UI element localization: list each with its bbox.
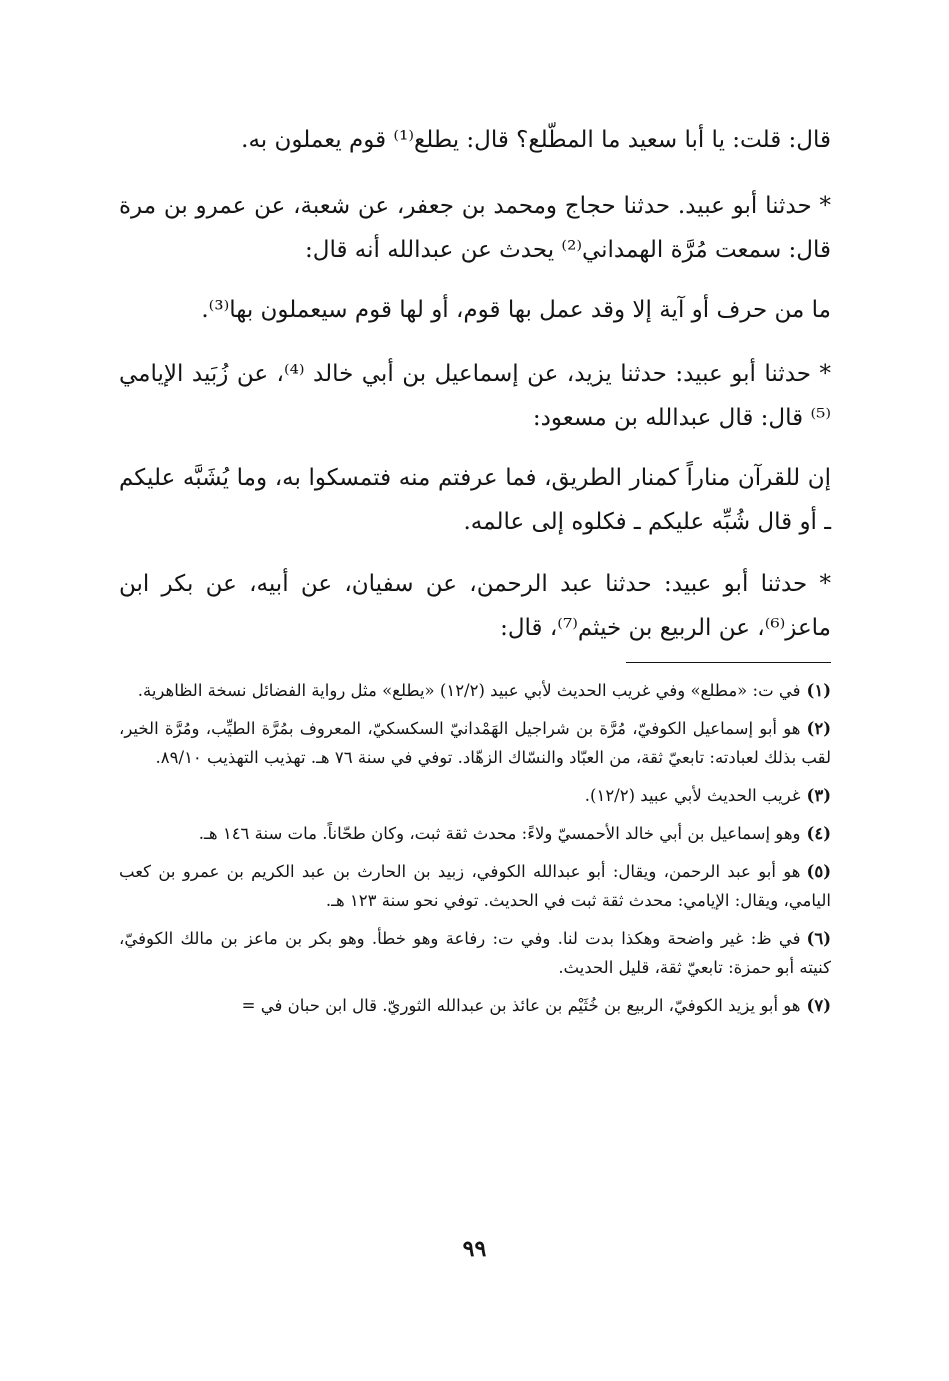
- footnote-text: في ت: «مطلع» وفي غريب الحديث لأبي عبيد (١٢/٢) «يطلع» مثل رواية الفضائل نسخة الظاهرية.: [137, 681, 801, 700]
- footnote-number: (٣): [806, 786, 831, 805]
- footnote-text: غريب الحديث لأبي عبيد (١٢/٢).: [584, 786, 801, 805]
- footnote-text: وهو إسماعيل بن أبي خالد الأحمسيّ ولاءً: محدث ثقة ثبت، وكان طحّاناً. مات سنة ١٤٦ هـ.: [198, 824, 801, 843]
- body-paragraph-6: * حدثنا أبو عبيد: حدثنا عبد الرحمن، عن سفيان، عن أبيه، عن بكر ابن ماعز⁽⁶⁾، عن الربيع بن خيثم⁽⁷⁾، قال:: [119, 571, 831, 641]
- body-paragraph-3: ما من حرف أو آية إلا وقد عمل بها قوم، أو لها قوم سيعملون بها⁽³⁾.: [201, 297, 831, 323]
- footnote-number: (٥): [806, 862, 831, 881]
- footnote-number: (٧): [806, 996, 831, 1015]
- footnote-7: [119, 991, 831, 1020]
- footnote-number: (٦): [806, 929, 831, 948]
- footnote-3: [119, 781, 831, 810]
- footnote-4: [119, 819, 831, 848]
- body-paragraph-5: إن للقرآن مناراً كمنار الطريق، فما عرفتم منه فتمسكوا به، وما يُشَبَّه عليكم ـ أو قال شُبِّه عليكم ـ فكلوه إلى عالمه.: [119, 465, 831, 535]
- footnote-6: [119, 924, 831, 982]
- footnote-divider: [626, 662, 831, 663]
- body-paragraph-2: * حدثنا أبو عبيد. حدثنا حجاج ومحمد بن جعفر، عن شعبة، عن عمرو بن مرة قال: سمعت مُرَّة الهمداني⁽²⁾ يحدث عن عبدالله أنه قال:: [119, 193, 831, 263]
- footnote-1: [119, 676, 831, 705]
- body-paragraph-4: * حدثنا أبو عبيد: حدثنا يزيد، عن إسماعيل بن أبي خالد ⁽⁴⁾، عن زُبَيد الإيامي ⁽⁵⁾ قال: قال عبدالله بن مسعود:: [119, 361, 831, 431]
- body-paragraph-1: قال: قلت: يا أبا سعيد ما المطّلع؟ قال: يطلع⁽¹⁾ قوم يعملون به.: [241, 127, 831, 153]
- footnote-5: [119, 857, 831, 915]
- footnote-2: [119, 714, 831, 772]
- footnote-text: هو أبو إسماعيل الكوفيّ، مُرَّة بن شراجيل الهَمْدانيّ السكسكيّ، المعروف بمُرَّة الطيِّب، ومُرَّة الخير، لقب بذلك لعبادته: تابعيّ ثقة، من العبّاد والنسّاك الزهّاد. توفي في سنة ٧٦ هـ. تهذيب التهذيب ٨٩/١٠.: [119, 719, 831, 767]
- footnote-text: في ظ: غير واضحة وهكذا بدت لنا. وفي ت: رفاعة وهو خطأ. وهو بكر بن ماعز بن مالك الكوفيّ، كنيته أبو حمزة: تابعيّ ثقة، قليل الحديث.: [119, 929, 831, 977]
- footnote-text: هو أبو عبد الرحمن، ويقال: أبو عبدالله الكوفي، زبيد بن الحارث بن عبد الكريم بن عمرو بن كعب اليامي، ويقال: الإيامي: محدث ثقة ثبت في الحديث. توفي نحو سنة ١٢٣ هـ.: [119, 862, 831, 910]
- footnote-number: (٤): [806, 824, 831, 843]
- page-number: ٩٩: [462, 1236, 487, 1262]
- footnote-number: (١): [806, 681, 831, 700]
- footnote-text: هو أبو يزيد الكوفيّ، الربيع بن خُثَيْم بن عائذ بن عبدالله الثوريّ. قال ابن حبان في =: [241, 996, 801, 1015]
- footnote-number: (٢): [806, 719, 831, 738]
- footnotes-section: [119, 676, 831, 1029]
